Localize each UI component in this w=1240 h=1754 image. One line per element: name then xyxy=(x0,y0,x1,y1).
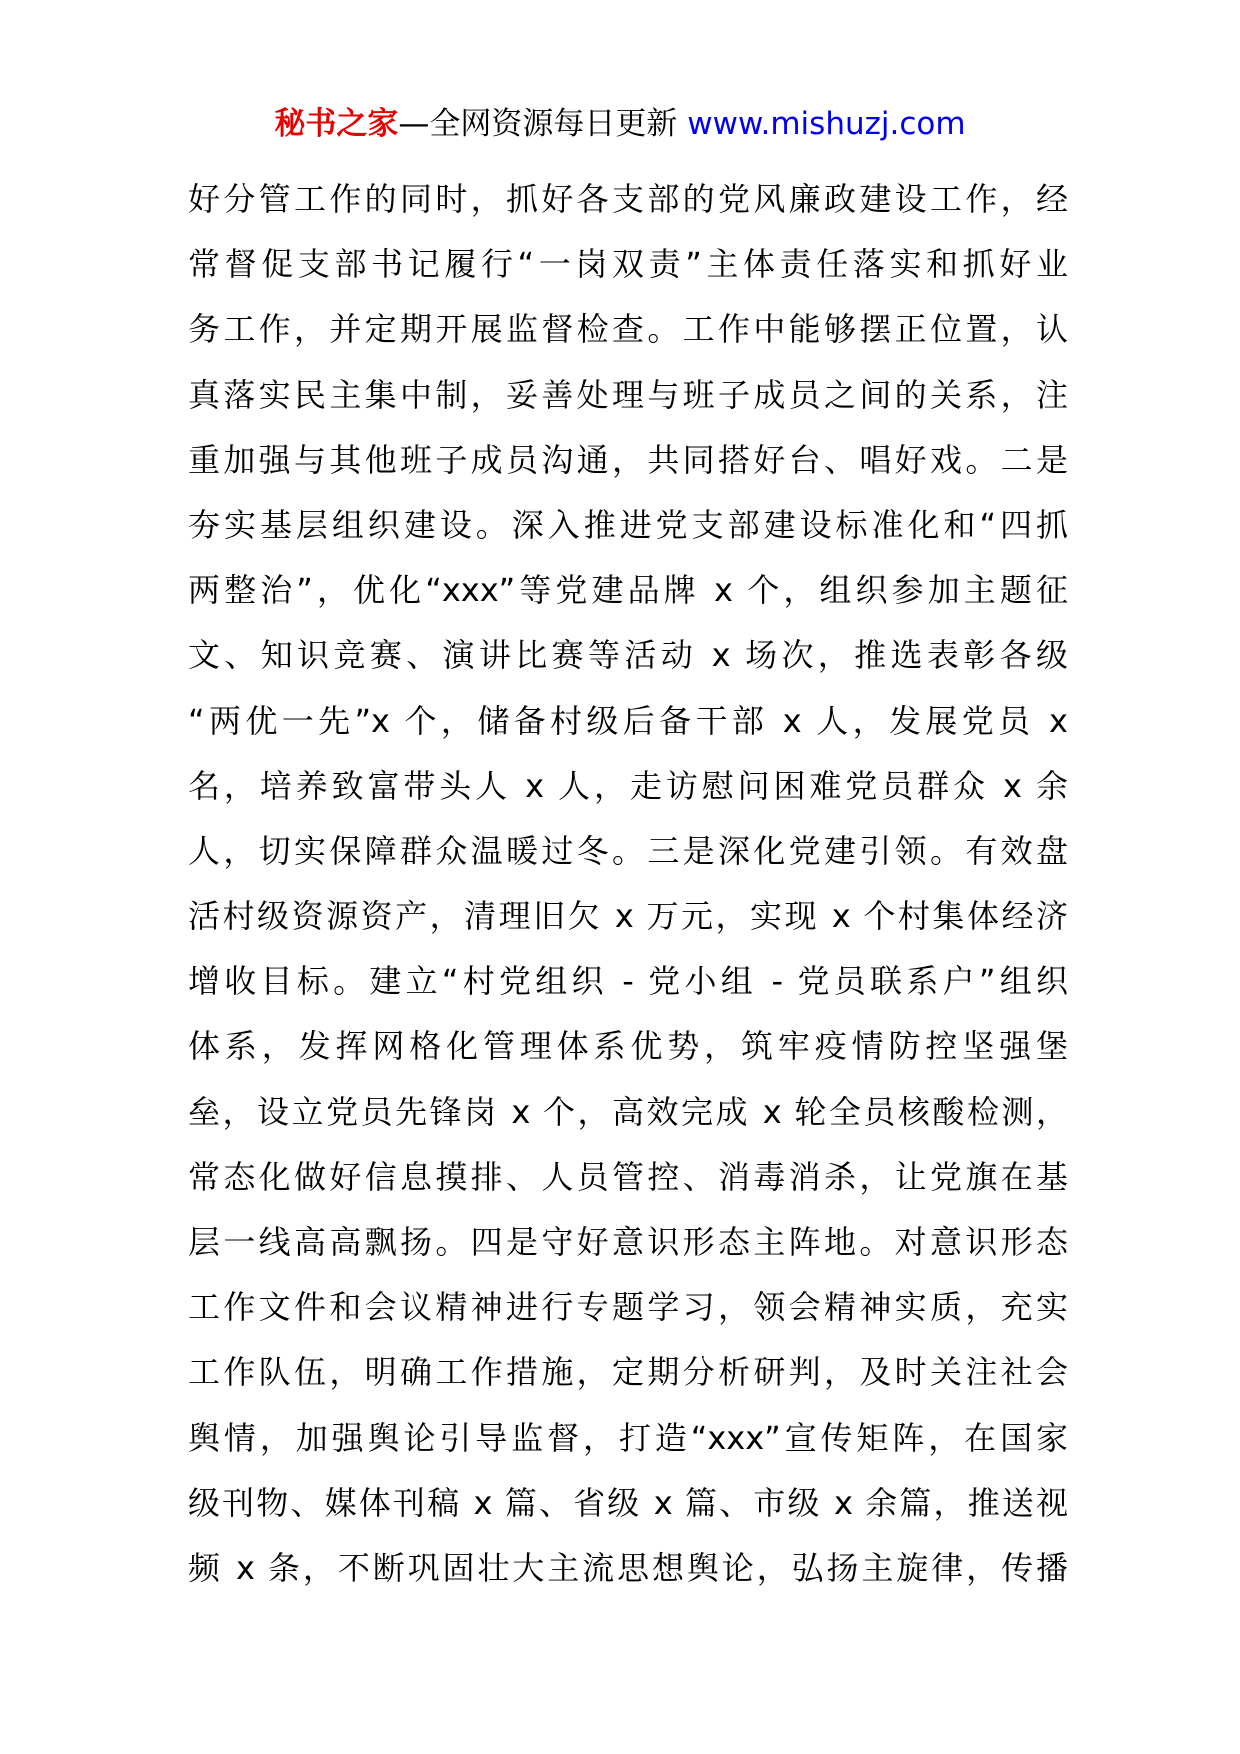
text-line: 垒，设立党员先锋岗 x 个，高效完成 x 轮全员核酸检测， xyxy=(188,1092,1068,1131)
text-line: 工作队伍，明确工作措施，定期分析研判，及时关注社会 xyxy=(188,1353,1068,1392)
text-line: 活村级资源资产，清理旧欠 x 万元，实现 x 个村集体经济 xyxy=(188,897,1068,936)
text-line: 人，切实保障群众温暖过冬。三是深化党建引领。有效盘 xyxy=(188,831,1068,870)
document-body xyxy=(188,167,1068,1601)
site-url-link[interactable]: www.mishuzj.com xyxy=(687,106,966,142)
text-line: 重加强与其他班子成员沟通，共同搭好台、唱好戏。二是 xyxy=(188,440,1068,479)
text-line: 层一线高高飘扬。四是守好意识形态主阵地。对意识形态 xyxy=(188,1223,1068,1261)
text-line: 常督促支部书记履行“一岗双责”主体责任落实和抓好业 xyxy=(188,245,1068,284)
text-line: 增收目标。建立“村党组织 - 党小组 - 党员联系户”组织 xyxy=(188,962,1068,1001)
text-line: 常态化做好信息摸排、人员管控、消毒消杀，让党旗在基 xyxy=(188,1157,1068,1196)
text-line: 好分管工作的同时，抓好各支部的党风廉政建设工作，经 xyxy=(188,180,1068,218)
text-line: “两优一先”x 个，储备村级后备干部 x 人，发展党员 x xyxy=(188,701,1068,740)
text-line: 级刊物、媒体刊稿 x 篇、省级 x 篇、市级 x 余篇，推送视 xyxy=(188,1483,1068,1522)
text-line: 两整治”，优化“xxx”等党建品牌 x 个，组织参加主题征 xyxy=(188,571,1068,610)
text-line: 频 x 条，不断巩固壮大主流思想舆论，弘扬主旋律，传播 xyxy=(188,1548,1068,1587)
brand-name: 秘书之家 xyxy=(274,106,399,142)
text-line: 真落实民主集中制，妥善处理与班子成员之间的关系，注 xyxy=(188,375,1068,414)
text-line: 夯实基层组织建设。深入推进党支部建设标准化和“四抓 xyxy=(188,505,1068,544)
text-line: 名，培养致富带头人 x 人，走访慰问困难党员群众 x 余 xyxy=(188,766,1068,805)
page-header xyxy=(0,102,1240,146)
text-line: 体系，发挥网格化管理体系优势，筑牢疫情防控坚强堡 xyxy=(188,1027,1068,1066)
text-line: 文、知识竞赛、演讲比赛等活动 x 场次，推选表彰各级 xyxy=(188,636,1068,675)
text-line: 工作文件和会议精神进行专题学习，领会精神实质，充实 xyxy=(188,1288,1068,1327)
text-line: 舆情，加强舆论引导监督，打造“xxx”宣传矩阵，在国家 xyxy=(188,1418,1068,1457)
header-tagline: —全网资源每日更新 xyxy=(398,106,678,142)
text-line: 务工作，并定期开展监督检查。工作中能够摆正位置，认 xyxy=(188,310,1068,349)
